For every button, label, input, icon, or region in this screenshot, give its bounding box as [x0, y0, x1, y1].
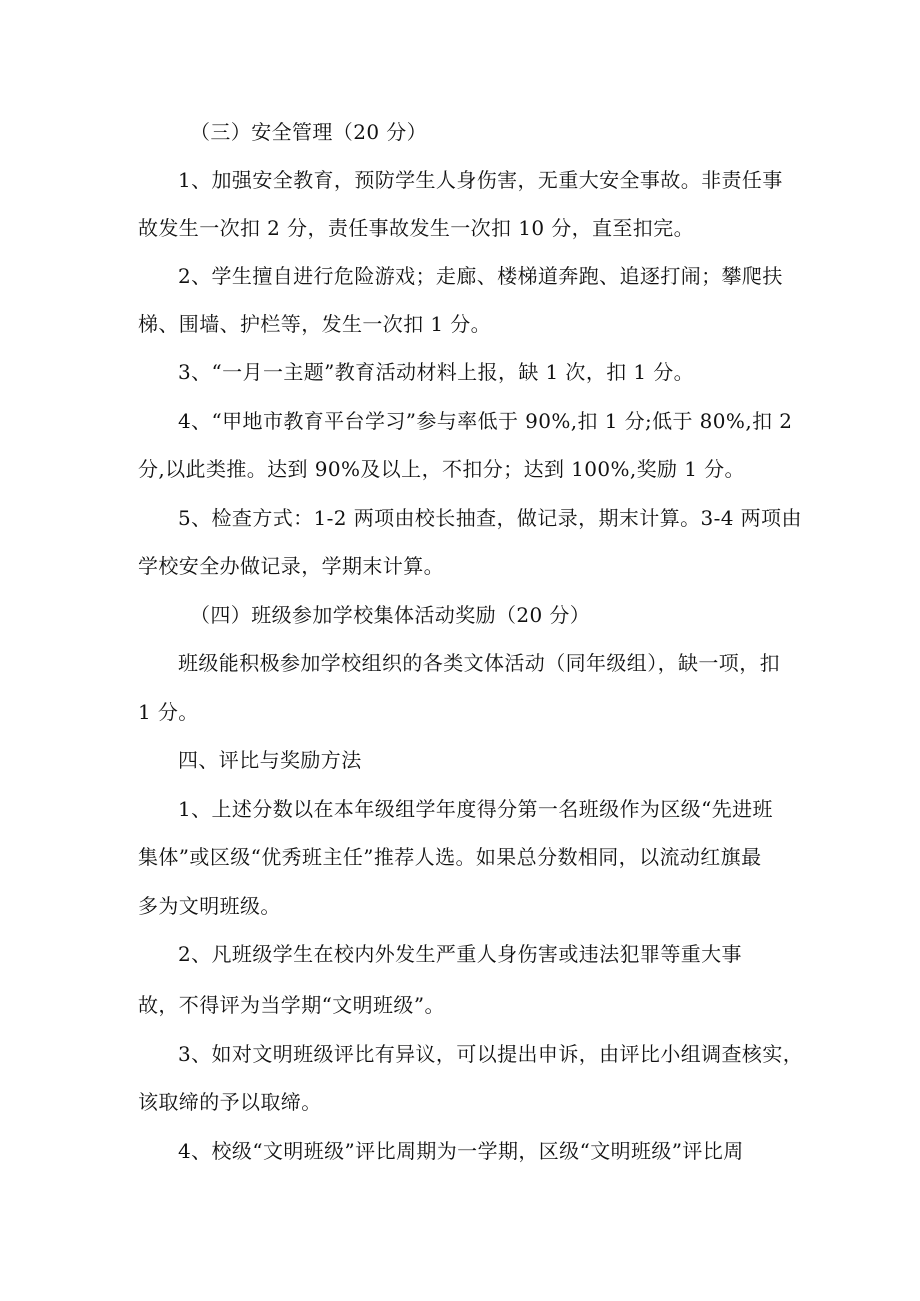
- paragraph-line: 3、“一月一主题”教育活动材料上报，缺 1 次，扣 1 分。: [178, 360, 695, 384]
- paragraph-line: 学校安全办做记录，学期末计算。: [138, 554, 444, 578]
- paragraph-line: 多为文明班级。: [138, 894, 281, 918]
- paragraph-line: 故，不得评为当学期“文明班级”。: [138, 993, 445, 1017]
- paragraph-line: 4、校级“文明班级”评比周期为一学期，区级“文明班级”评比周: [178, 1139, 744, 1163]
- section-heading-evaluation: 四、评比与奖励方法: [178, 748, 362, 772]
- paragraph-line: 集体”或区级“优秀班主任”推荐人选。如果总分数相同，以流动红旗最: [138, 845, 762, 869]
- paragraph-line: 梯、围墙、护栏等，发生一次扣 1 分。: [138, 312, 492, 336]
- paragraph-line: 1、上述分数以在本年级组学年度得分第一名班级作为区级“先进班: [178, 797, 773, 821]
- paragraph-line: 4、“甲地市教育平台学习”参与率低于 90%,扣 1 分;低于 80%,扣 2: [178, 409, 793, 433]
- paragraph-line: 1 分。: [138, 700, 199, 724]
- paragraph-line: 1、加强安全教育，预防学生人身伤害，无重大安全事故。非责任事: [178, 168, 783, 192]
- section-heading-activities: （四）班级参加学校集体活动奖励（20 分）: [190, 603, 591, 627]
- paragraph-line: 3、如对文明班级评比有异议，可以提出申诉，由评比小组调查核实，: [178, 1042, 804, 1066]
- section-heading-safety: （三）安全管理（20 分）: [190, 120, 428, 144]
- paragraph-line: 故发生一次扣 2 分，责任事故发生一次扣 10 分，直至扣完。: [138, 216, 695, 240]
- paragraph-line: 2、凡班级学生在校内外发生严重人身伤害或违法犯罪等重大事: [178, 942, 742, 966]
- paragraph-line: 分,以此类推。达到 90%及以上，不扣分；达到 100%,奖励 1 分。: [138, 457, 745, 481]
- paragraph-line: 班级能积极参加学校组织的各类文体活动（同年级组），缺一项，扣: [178, 651, 780, 675]
- paragraph-line: 该取缔的予以取缔。: [138, 1090, 322, 1114]
- paragraph-line: 2、学生擅自进行危险游戏；走廊、楼梯道奔跑、追逐打闹；攀爬扶: [178, 264, 783, 288]
- paragraph-line: 5、检查方式：1-2 两项由校长抽查，做记录，期末计算。3-4 两项由: [178, 506, 802, 530]
